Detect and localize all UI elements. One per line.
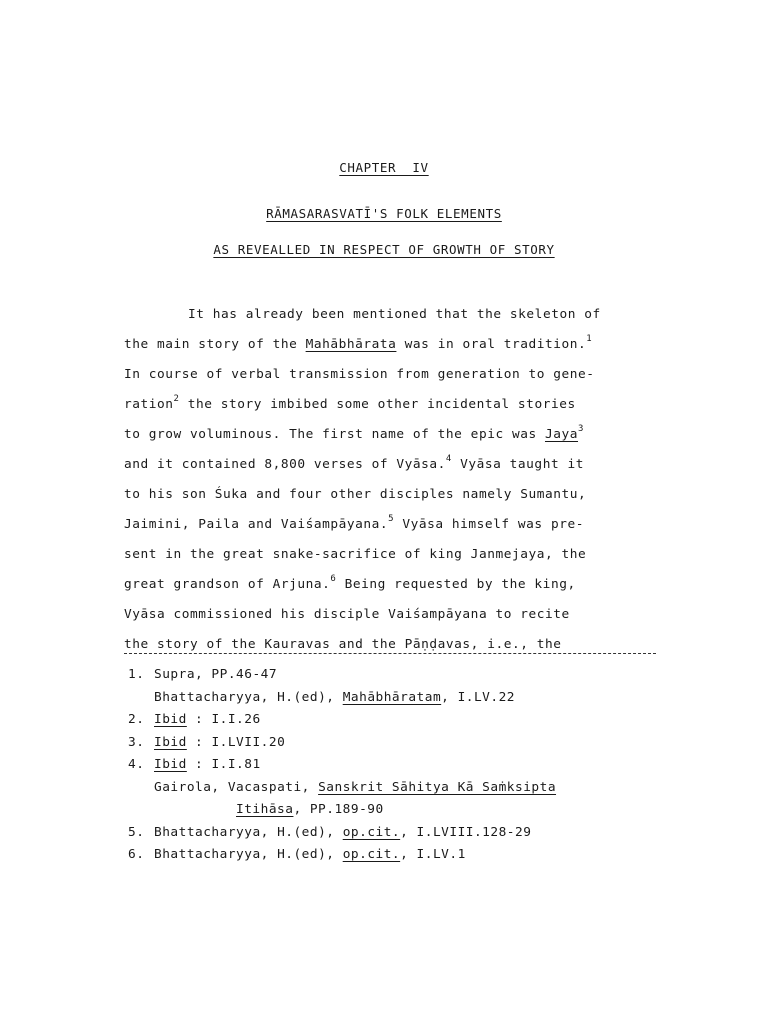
footnote-ref-6: 6 — [330, 573, 337, 584]
body-line-8: Jaimini, Paila and Vaiśampāyana.$^5$ Vyāsa himself was pre- — [124, 513, 584, 532]
body-line-7: to his son Śuka and four other disciples namely Sumantu, — [124, 487, 587, 502]
chapter-title-text-1: RĀMASARASVATĪ'S FOLK ELEMENTS — [266, 206, 502, 221]
footnote-4c: Itihāsa, PP.189-90 — [236, 802, 384, 817]
body-line-12: the story of the Kauravas and the Pāṇḍavas, i.e., the — [124, 637, 562, 652]
body-line-5: to grow voluminous. The first name of the epic was Jaya$^3$ — [124, 423, 584, 442]
footnote-5: 5. Bhattacharyya, H.(ed), op.cit., I.LVIII.128-29 — [128, 824, 532, 840]
body-line-10: great grandson of Arjuna.$^6$ Being requested by the king, — [124, 573, 576, 592]
footnote-6: 6. Bhattacharyya, H.(ed), op.cit., I.LV.1 — [128, 847, 466, 862]
footnote-ref-4: 4 — [445, 453, 452, 464]
chapter-heading — [0, 160, 768, 175]
footnotes — [128, 664, 648, 867]
chapter-title-text-2: AS REVEALLED IN RESPECT OF GROWTH OF STORY — [213, 242, 555, 257]
body-line-11: Vyāsa commissioned his disciple Vaiśampāyana to recite — [124, 607, 570, 622]
footnote-ref-5: 5 — [388, 513, 395, 524]
body-line-3: In course of verbal transmission from generation to gene- — [124, 367, 595, 382]
footnote-ref-3: 3 — [578, 423, 584, 434]
footnote-1: 1. Supra, PP.46-47 — [128, 667, 278, 682]
chapter-title-line-2 — [0, 242, 768, 257]
body-line-2: the main story of the Mahābhārata was in oral tradition.$^1$ — [124, 333, 593, 352]
body-line-6: and it contained 8,800 verses of Vyāsa.$^4$ Vyāsa taught it — [124, 453, 584, 472]
footnote-2: 2. Ibid : I.I.26 — [128, 712, 261, 727]
mahabharata-title: Mahābhārata — [305, 337, 397, 352]
body-line-1: It has already been mentioned that the skeleton of — [188, 307, 601, 322]
body-text — [124, 300, 644, 660]
footnote-4: 4. Ibid : I.I.81 — [128, 757, 261, 772]
footnote-divider — [124, 653, 656, 654]
chapter-title-line-1 — [0, 206, 768, 221]
body-line-9: sent in the great snake-sacrifice of king Janmejaya, the — [124, 547, 587, 562]
footnote-1b: Bhattacharyya, H.(ed), Mahābhāratam, I.LV.22 — [154, 689, 515, 705]
footnote-ref-2: 2 — [173, 393, 180, 404]
footnote-4b: Gairola, Vacaspati, Sanskrit Sāhitya Kā Saṁksipta — [154, 779, 557, 795]
body-line-4: ration$^2$ the story imbibed some other incidental stories — [124, 393, 576, 412]
chapter-label: CHAPTER IV — [339, 160, 429, 175]
jaya-title: Jaya — [544, 427, 579, 442]
footnote-ref-1: 1 — [586, 333, 593, 344]
footnote-3: 3. Ibid : I.LVII.20 — [128, 734, 286, 750]
